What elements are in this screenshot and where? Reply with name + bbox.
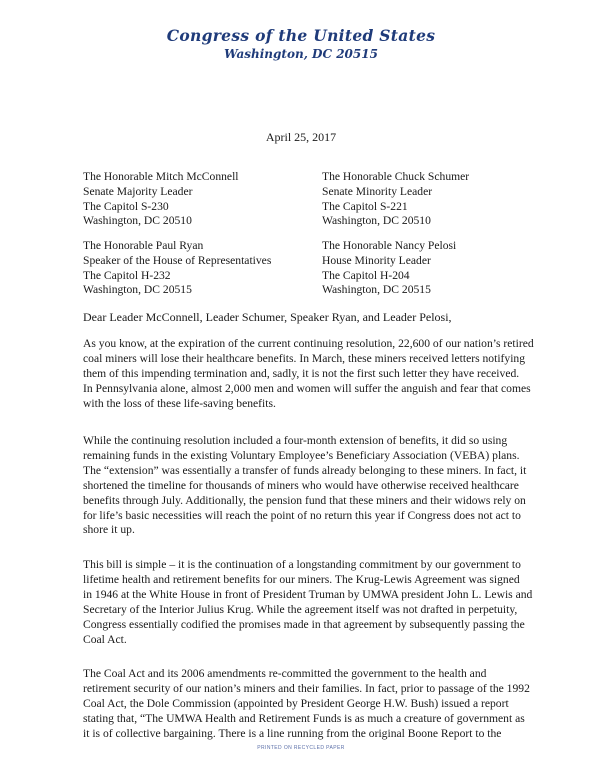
recipient-office: The Capitol S-221 [322, 199, 408, 213]
paragraph-line: lifetime health and retirement benefits for our miners. The Krug-Lewis Agreement was signed [83, 572, 520, 586]
paragraph-line: retirement security of our nation’s miners and their families. In fact, prior to passage of the 1992 [83, 681, 530, 695]
recipient-title: Senate Majority Leader [83, 184, 193, 198]
paragraph-line: benefits through July. Additionally, the pension fund that these miners and their widows rely on [83, 493, 526, 507]
paragraph-line: shortened the timeline for thousands of miners who would have otherwise received healthcare [83, 478, 519, 492]
recipient-address-schumer [322, 170, 469, 229]
paragraph-4 [83, 667, 545, 742]
recipient-name: The Honorable Paul Ryan [83, 239, 204, 252]
recipient-name: The Honorable Chuck Schumer [322, 170, 470, 183]
paragraph-line: Coal Act, the Dole Commission (appointed by President George H.W. Bush) issued a report [83, 696, 509, 710]
paragraph-line: them of this impending termination and, sadly, it is not the first such letter they have received. [83, 366, 520, 380]
recipient-address-mcconnell [83, 170, 239, 229]
paragraph-line: This bill is simple – it is the continuation of a longstanding commitment by our government to [83, 558, 521, 571]
recipient-office: The Capitol H-232 [83, 268, 171, 282]
recipient-city: Washington, DC 20510 [83, 214, 192, 228]
paragraph-1 [83, 337, 545, 412]
paragraph-2 [83, 434, 545, 538]
paragraph-line: Coal Act. [83, 632, 127, 646]
recipient-title: Senate Minority Leader [322, 184, 433, 198]
letter-date: April 25, 2017 [265, 130, 337, 144]
paragraph-line: As you know, at the expiration of the current continuing resolution, 22,600 of our nation’s retired [83, 337, 534, 350]
recipient-city: Washington, DC 20515 [322, 283, 431, 297]
recipient-address-ryan [83, 239, 271, 298]
paragraph-line: The Coal Act and its 2006 amendments re-committed the government to the health and [83, 667, 487, 680]
recipient-name: The Honorable Nancy Pelosi [322, 239, 457, 252]
paragraph-line: Secretary of the Interior Julius Krug. While the agreement itself was not drafted in perpetuity, [83, 602, 518, 616]
recipient-title: Speaker of the House of Representatives [83, 253, 272, 267]
recipient-title: House Minority Leader [322, 253, 431, 267]
recipient-name: The Honorable Mitch McConnell [83, 170, 239, 183]
salutation: Dear Leader McConnell, Leader Schumer, Speaker Ryan, and Leader Pelosi, [83, 310, 452, 324]
paragraph-line: in 1946 at the White House in front of President Truman by UMWA president John L. Lewis and [83, 587, 533, 601]
paragraph-line: coal miners will lose their healthcare benefits. In March, these miners received letters notifying [83, 351, 526, 365]
paragraph-3 [83, 558, 545, 647]
letterhead [0, 26, 602, 61]
paragraph-line: The “extension” was essentially a transfer of funds already belonging to these miners. In fact, it [83, 463, 527, 477]
paragraph-line: In Pennsylvania alone, almost 2,000 men and women will suffer the anguish and fear that comes [83, 381, 531, 395]
recipient-office: The Capitol S-230 [83, 199, 169, 213]
recipient-address-pelosi [322, 239, 456, 298]
paragraph-line: with the loss of these life-saving benefits. [83, 396, 276, 410]
paragraph-line: stating that, “The UMWA Health and Retirement Funds is as much a creature of government as [83, 711, 525, 725]
recycled-paper-footer: PRINTED ON RECYCLED PAPER [257, 745, 345, 751]
paragraph-line: While the continuing resolution included a four-month extension of benefits, it did so using [83, 434, 508, 447]
paragraph-line: remaining funds in the existing Voluntary Employee’s Beneficiary Association (VEBA) plans. [83, 448, 520, 462]
recipient-city: Washington, DC 20515 [83, 283, 192, 297]
paragraph-line: for life’s basic necessities will reach the point of no return this year if Congress does not act to [83, 508, 521, 522]
paragraph-line: it is of collective bargaining. There is a line running from the original Boone Report to the [83, 726, 502, 740]
letterhead-title: Congress of the United States [166, 26, 436, 45]
paragraph-line: Congress essentially codified the promises made in that agreement by subsequently passing the [83, 617, 525, 631]
paragraph-line: shore it up. [83, 523, 135, 537]
recipient-office: The Capitol H-204 [322, 268, 410, 282]
recipient-city: Washington, DC 20510 [322, 214, 431, 228]
letterhead-subtitle: Washington, DC 20515 [224, 47, 378, 61]
